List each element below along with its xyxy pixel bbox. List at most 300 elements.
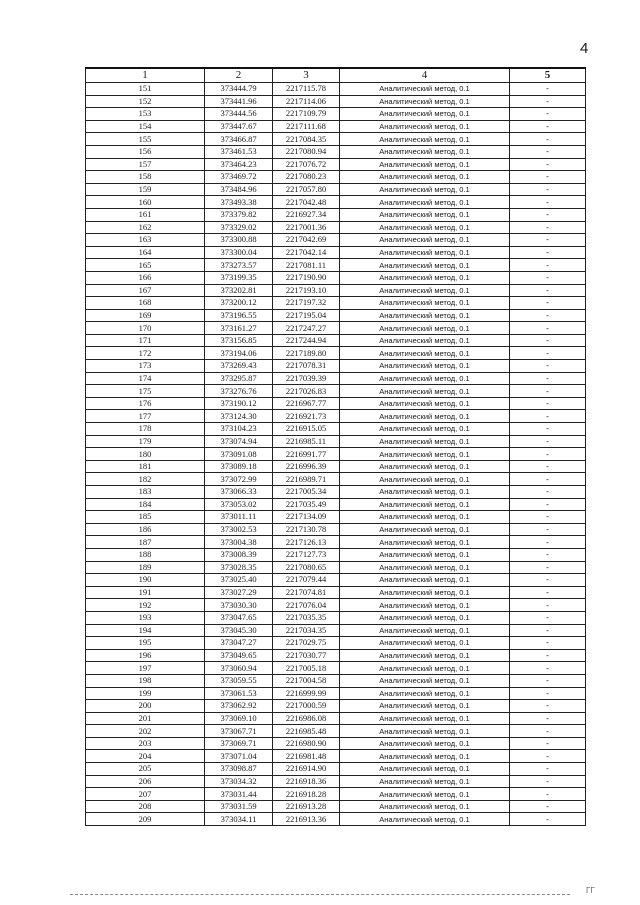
method-cell: Аналитический метод, 0.1 (340, 360, 510, 373)
y-coordinate-cell: 2217197.32 (273, 297, 340, 310)
y-coordinate-cell: 2217195.04 (273, 309, 340, 322)
method-cell: Аналитический метод, 0.1 (340, 687, 510, 700)
x-coordinate-cell: 373276.76 (205, 385, 273, 398)
note-cell: - (510, 322, 586, 335)
x-coordinate-cell: 373194.06 (205, 347, 273, 360)
y-coordinate-cell: 2217034.35 (273, 624, 340, 637)
point-number-cell: 188 (86, 548, 205, 561)
x-coordinate-cell: 373059.55 (205, 674, 273, 687)
point-number-cell: 198 (86, 674, 205, 687)
x-coordinate-cell: 373030.30 (205, 599, 273, 612)
table-row (86, 385, 586, 398)
x-coordinate-cell: 373295.87 (205, 372, 273, 385)
x-coordinate-cell: 373028.35 (205, 561, 273, 574)
note-cell: - (510, 448, 586, 461)
point-number-cell: 196 (86, 649, 205, 662)
y-coordinate-cell: 2217000.59 (273, 700, 340, 713)
method-cell: Аналитический метод, 0.1 (340, 208, 510, 221)
y-coordinate-cell: 2216921.73 (273, 410, 340, 423)
note-cell: - (510, 662, 586, 675)
y-coordinate-cell: 2216980.90 (273, 737, 340, 750)
table-row (86, 145, 586, 158)
point-number-cell: 174 (86, 372, 205, 385)
x-coordinate-cell: 373067.71 (205, 725, 273, 738)
table-row (86, 674, 586, 687)
y-coordinate-cell: 2216913.28 (273, 800, 340, 813)
x-coordinate-cell: 373379.82 (205, 208, 273, 221)
x-coordinate-cell: 373447.67 (205, 120, 273, 133)
method-cell: Аналитический метод, 0.1 (340, 548, 510, 561)
x-coordinate-cell: 373484.96 (205, 183, 273, 196)
y-coordinate-cell: 2216981.48 (273, 750, 340, 763)
y-coordinate-cell: 2217029.75 (273, 637, 340, 650)
note-cell: - (510, 208, 586, 221)
y-coordinate-cell: 2216918.28 (273, 788, 340, 801)
point-number-cell: 201 (86, 712, 205, 725)
note-cell: - (510, 498, 586, 511)
x-coordinate-cell: 373045.30 (205, 624, 273, 637)
table-row (86, 410, 586, 423)
table-row (86, 309, 586, 322)
method-cell: Аналитический метод, 0.1 (340, 775, 510, 788)
note-cell: - (510, 435, 586, 448)
note-cell: - (510, 637, 586, 650)
table-row (86, 435, 586, 448)
table-row (86, 397, 586, 410)
table-row (86, 234, 586, 247)
y-coordinate-cell: 2217189.80 (273, 347, 340, 360)
footer-divider (70, 894, 570, 895)
method-cell: Аналитический метод, 0.1 (340, 83, 510, 96)
note-cell: - (510, 674, 586, 687)
point-number-cell: 160 (86, 196, 205, 209)
y-coordinate-cell: 2217111.68 (273, 120, 340, 133)
method-cell: Аналитический метод, 0.1 (340, 611, 510, 624)
y-coordinate-cell: 2217076.04 (273, 599, 340, 612)
y-coordinate-cell: 2217126.13 (273, 536, 340, 549)
y-coordinate-cell: 2217080.65 (273, 561, 340, 574)
y-coordinate-cell: 2216927.34 (273, 208, 340, 221)
method-cell: Аналитический метод, 0.1 (340, 221, 510, 234)
y-coordinate-cell: 2217042.14 (273, 246, 340, 259)
method-cell: Аналитический метод, 0.1 (340, 574, 510, 587)
note-cell: - (510, 360, 586, 373)
y-coordinate-cell: 2217004.58 (273, 674, 340, 687)
table-row (86, 523, 586, 536)
method-cell: Аналитический метод, 0.1 (340, 435, 510, 448)
table-row (86, 548, 586, 561)
y-coordinate-cell: 2217001.36 (273, 221, 340, 234)
method-cell: Аналитический метод, 0.1 (340, 486, 510, 499)
table-row (86, 158, 586, 171)
y-coordinate-cell: 2216985.48 (273, 725, 340, 738)
note-cell: - (510, 737, 586, 750)
point-number-cell: 156 (86, 145, 205, 158)
method-cell: Аналитический метод, 0.1 (340, 788, 510, 801)
table-row (86, 561, 586, 574)
point-number-cell: 152 (86, 95, 205, 108)
point-number-cell: 165 (86, 259, 205, 272)
method-cell: Аналитический метод, 0.1 (340, 800, 510, 813)
method-cell: Аналитический метод, 0.1 (340, 347, 510, 360)
method-cell: Аналитический метод, 0.1 (340, 334, 510, 347)
table-row (86, 347, 586, 360)
point-number-cell: 206 (86, 775, 205, 788)
method-cell: Аналитический метод, 0.1 (340, 649, 510, 662)
note-cell: - (510, 145, 586, 158)
table-row (86, 360, 586, 373)
x-coordinate-cell: 373071.04 (205, 750, 273, 763)
method-cell: Аналитический метод, 0.1 (340, 234, 510, 247)
y-coordinate-cell: 2217190.90 (273, 271, 340, 284)
x-coordinate-cell: 373300.04 (205, 246, 273, 259)
method-cell: Аналитический метод, 0.1 (340, 423, 510, 436)
y-coordinate-cell: 2217114.06 (273, 95, 340, 108)
y-coordinate-cell: 2217074.81 (273, 586, 340, 599)
y-coordinate-cell: 2217076.72 (273, 158, 340, 171)
point-number-cell: 155 (86, 133, 205, 146)
table-row (86, 800, 586, 813)
footer-mark: ГГ (586, 886, 595, 895)
note-cell: - (510, 800, 586, 813)
table-row (86, 473, 586, 486)
x-coordinate-cell: 373466.87 (205, 133, 273, 146)
note-cell: - (510, 309, 586, 322)
method-cell: Аналитический метод, 0.1 (340, 536, 510, 549)
point-number-cell: 166 (86, 271, 205, 284)
point-number-cell: 183 (86, 486, 205, 499)
method-cell: Аналитический метод, 0.1 (340, 460, 510, 473)
point-number-cell: 184 (86, 498, 205, 511)
method-cell: Аналитический метод, 0.1 (340, 725, 510, 738)
method-cell: Аналитический метод, 0.1 (340, 813, 510, 826)
x-coordinate-cell: 373200.12 (205, 297, 273, 310)
method-cell: Аналитический метод, 0.1 (340, 624, 510, 637)
x-coordinate-cell: 373049.65 (205, 649, 273, 662)
x-coordinate-cell: 373300.88 (205, 234, 273, 247)
method-cell: Аналитический метод, 0.1 (340, 133, 510, 146)
table-row (86, 196, 586, 209)
x-coordinate-cell: 373441.96 (205, 95, 273, 108)
table-row (86, 737, 586, 750)
point-number-cell: 200 (86, 700, 205, 713)
point-number-cell: 193 (86, 611, 205, 624)
table-row (86, 221, 586, 234)
table-row (86, 624, 586, 637)
point-number-cell: 151 (86, 83, 205, 96)
point-number-cell: 197 (86, 662, 205, 675)
x-coordinate-cell: 373329.02 (205, 221, 273, 234)
y-coordinate-cell: 2217078.31 (273, 360, 340, 373)
x-coordinate-cell: 373074.94 (205, 435, 273, 448)
method-cell: Аналитический метод, 0.1 (340, 322, 510, 335)
note-cell: - (510, 586, 586, 599)
x-coordinate-cell: 373493.38 (205, 196, 273, 209)
note-cell: - (510, 183, 586, 196)
table-row (86, 813, 586, 826)
y-coordinate-cell: 2217042.69 (273, 234, 340, 247)
x-coordinate-cell: 373461.53 (205, 145, 273, 158)
y-coordinate-cell: 2217081.11 (273, 259, 340, 272)
table-row (86, 536, 586, 549)
table-row (86, 637, 586, 650)
y-coordinate-cell: 2217247.27 (273, 322, 340, 335)
y-coordinate-cell: 2217080.23 (273, 171, 340, 184)
method-cell: Аналитический метод, 0.1 (340, 674, 510, 687)
table-row (86, 271, 586, 284)
table-row (86, 284, 586, 297)
note-cell: - (510, 712, 586, 725)
note-cell: - (510, 259, 586, 272)
table-row (86, 95, 586, 108)
y-coordinate-cell: 2216991.77 (273, 448, 340, 461)
note-cell: - (510, 813, 586, 826)
note-cell: - (510, 473, 586, 486)
method-cell: Аналитический метод, 0.1 (340, 284, 510, 297)
point-number-cell: 175 (86, 385, 205, 398)
method-cell: Аналитический метод, 0.1 (340, 108, 510, 121)
y-coordinate-cell: 2216913.36 (273, 813, 340, 826)
table-row (86, 334, 586, 347)
table-row (86, 120, 586, 133)
y-coordinate-cell: 2217130.78 (273, 523, 340, 536)
note-cell: - (510, 246, 586, 259)
point-number-cell: 154 (86, 120, 205, 133)
point-number-cell: 204 (86, 750, 205, 763)
y-coordinate-cell: 2217005.34 (273, 486, 340, 499)
x-coordinate-cell: 373027.29 (205, 586, 273, 599)
method-cell: Аналитический метод, 0.1 (340, 271, 510, 284)
point-number-cell: 177 (86, 410, 205, 423)
point-number-cell: 176 (86, 397, 205, 410)
note-cell: - (510, 763, 586, 776)
y-coordinate-cell: 2217080.94 (273, 145, 340, 158)
note-cell: - (510, 788, 586, 801)
y-coordinate-cell: 2217193.10 (273, 284, 340, 297)
table-row (86, 259, 586, 272)
table-row (86, 460, 586, 473)
point-number-cell: 194 (86, 624, 205, 637)
point-number-cell: 168 (86, 297, 205, 310)
x-coordinate-cell: 373069.10 (205, 712, 273, 725)
x-coordinate-cell: 373002.53 (205, 523, 273, 536)
note-cell: - (510, 725, 586, 738)
y-coordinate-cell: 2217057.80 (273, 183, 340, 196)
point-number-cell: 190 (86, 574, 205, 587)
note-cell: - (510, 574, 586, 587)
method-cell: Аналитический метод, 0.1 (340, 448, 510, 461)
method-cell: Аналитический метод, 0.1 (340, 95, 510, 108)
x-coordinate-cell: 373011.11 (205, 511, 273, 524)
method-cell: Аналитический метод, 0.1 (340, 372, 510, 385)
method-cell: Аналитический метод, 0.1 (340, 737, 510, 750)
note-cell: - (510, 284, 586, 297)
point-number-cell: 186 (86, 523, 205, 536)
table-row (86, 448, 586, 461)
y-coordinate-cell: 2216914.90 (273, 763, 340, 776)
method-cell: Аналитический метод, 0.1 (340, 750, 510, 763)
x-coordinate-cell: 373008.39 (205, 548, 273, 561)
note-cell: - (510, 548, 586, 561)
x-coordinate-cell: 373069.71 (205, 737, 273, 750)
y-coordinate-cell: 2216967.77 (273, 397, 340, 410)
header-col-3: 3 (273, 68, 340, 83)
point-number-cell: 169 (86, 309, 205, 322)
x-coordinate-cell: 373053.02 (205, 498, 273, 511)
table-row (86, 611, 586, 624)
y-coordinate-cell: 2217026.83 (273, 385, 340, 398)
x-coordinate-cell: 373444.56 (205, 108, 273, 121)
x-coordinate-cell: 373060.94 (205, 662, 273, 675)
note-cell: - (510, 108, 586, 121)
note-cell: - (510, 649, 586, 662)
note-cell: - (510, 486, 586, 499)
table-row (86, 322, 586, 335)
point-number-cell: 185 (86, 511, 205, 524)
y-coordinate-cell: 2216996.39 (273, 460, 340, 473)
table-row (86, 574, 586, 587)
x-coordinate-cell: 373004.38 (205, 536, 273, 549)
method-cell: Аналитический метод, 0.1 (340, 662, 510, 675)
point-number-cell: 173 (86, 360, 205, 373)
x-coordinate-cell: 373273.57 (205, 259, 273, 272)
note-cell: - (510, 133, 586, 146)
x-coordinate-cell: 373124.30 (205, 410, 273, 423)
note-cell: - (510, 700, 586, 713)
point-number-cell: 157 (86, 158, 205, 171)
y-coordinate-cell: 2216915.05 (273, 423, 340, 436)
note-cell: - (510, 297, 586, 310)
method-cell: Аналитический метод, 0.1 (340, 410, 510, 423)
x-coordinate-cell: 373444.79 (205, 83, 273, 96)
point-number-cell: 191 (86, 586, 205, 599)
point-number-cell: 164 (86, 246, 205, 259)
note-cell: - (510, 687, 586, 700)
y-coordinate-cell: 2216918.36 (273, 775, 340, 788)
note-cell: - (510, 83, 586, 96)
table-row (86, 486, 586, 499)
table-row (86, 775, 586, 788)
note-cell: - (510, 271, 586, 284)
header-col-1: 1 (86, 68, 205, 83)
note-cell: - (510, 410, 586, 423)
point-number-cell: 192 (86, 599, 205, 612)
point-number-cell: 180 (86, 448, 205, 461)
y-coordinate-cell: 2217030.77 (273, 649, 340, 662)
x-coordinate-cell: 373066.33 (205, 486, 273, 499)
x-coordinate-cell: 373199.35 (205, 271, 273, 284)
x-coordinate-cell: 373091.08 (205, 448, 273, 461)
x-coordinate-cell: 373104.23 (205, 423, 273, 436)
table-row (86, 700, 586, 713)
note-cell: - (510, 385, 586, 398)
point-number-cell: 179 (86, 435, 205, 448)
x-coordinate-cell: 373098.87 (205, 763, 273, 776)
note-cell: - (510, 158, 586, 171)
note-cell: - (510, 561, 586, 574)
note-cell: - (510, 624, 586, 637)
table-row (86, 586, 586, 599)
table-row (86, 183, 586, 196)
note-cell: - (510, 511, 586, 524)
header-col-4: 4 (340, 68, 510, 83)
x-coordinate-cell: 373034.11 (205, 813, 273, 826)
note-cell: - (510, 95, 586, 108)
point-number-cell: 159 (86, 183, 205, 196)
point-number-cell: 161 (86, 208, 205, 221)
method-cell: Аналитический метод, 0.1 (340, 158, 510, 171)
point-number-cell: 162 (86, 221, 205, 234)
note-cell: - (510, 775, 586, 788)
note-cell: - (510, 523, 586, 536)
point-number-cell: 207 (86, 788, 205, 801)
note-cell: - (510, 423, 586, 436)
method-cell: Аналитический метод, 0.1 (340, 145, 510, 158)
table-row (86, 297, 586, 310)
method-cell: Аналитический метод, 0.1 (340, 196, 510, 209)
y-coordinate-cell: 2217039.39 (273, 372, 340, 385)
x-coordinate-cell: 373025.40 (205, 574, 273, 587)
table-row (86, 246, 586, 259)
note-cell: - (510, 234, 586, 247)
y-coordinate-cell: 2217109.79 (273, 108, 340, 121)
method-cell: Аналитический метод, 0.1 (340, 599, 510, 612)
note-cell: - (510, 599, 586, 612)
point-number-cell: 167 (86, 284, 205, 297)
x-coordinate-cell: 373464.23 (205, 158, 273, 171)
x-coordinate-cell: 373269.43 (205, 360, 273, 373)
table-row (86, 133, 586, 146)
method-cell: Аналитический метод, 0.1 (340, 586, 510, 599)
method-cell: Аналитический метод, 0.1 (340, 498, 510, 511)
x-coordinate-cell: 373161.27 (205, 322, 273, 335)
method-cell: Аналитический метод, 0.1 (340, 700, 510, 713)
table-row (86, 83, 586, 96)
table-row (86, 511, 586, 524)
y-coordinate-cell: 2217127.73 (273, 548, 340, 561)
note-cell: - (510, 196, 586, 209)
method-cell: Аналитический метод, 0.1 (340, 561, 510, 574)
y-coordinate-cell: 2216989.71 (273, 473, 340, 486)
note-cell: - (510, 334, 586, 347)
note-cell: - (510, 347, 586, 360)
point-number-cell: 209 (86, 813, 205, 826)
method-cell: Аналитический метод, 0.1 (340, 511, 510, 524)
header-col-5: 5 (510, 68, 586, 83)
x-coordinate-cell: 373156.85 (205, 334, 273, 347)
table-row (86, 372, 586, 385)
x-coordinate-cell: 373047.65 (205, 611, 273, 624)
note-cell: - (510, 171, 586, 184)
point-number-cell: 172 (86, 347, 205, 360)
y-coordinate-cell: 2217115.78 (273, 83, 340, 96)
x-coordinate-cell: 373034.32 (205, 775, 273, 788)
point-number-cell: 205 (86, 763, 205, 776)
point-number-cell: 199 (86, 687, 205, 700)
table-header-row (86, 68, 586, 83)
x-coordinate-cell: 373190.12 (205, 397, 273, 410)
table-row (86, 423, 586, 436)
method-cell: Аналитический метод, 0.1 (340, 763, 510, 776)
coordinates-table (85, 67, 586, 826)
method-cell: Аналитический метод, 0.1 (340, 523, 510, 536)
x-coordinate-cell: 373062.92 (205, 700, 273, 713)
point-number-cell: 187 (86, 536, 205, 549)
point-number-cell: 195 (86, 637, 205, 650)
note-cell: - (510, 750, 586, 763)
point-number-cell: 163 (86, 234, 205, 247)
method-cell: Аналитический метод, 0.1 (340, 712, 510, 725)
